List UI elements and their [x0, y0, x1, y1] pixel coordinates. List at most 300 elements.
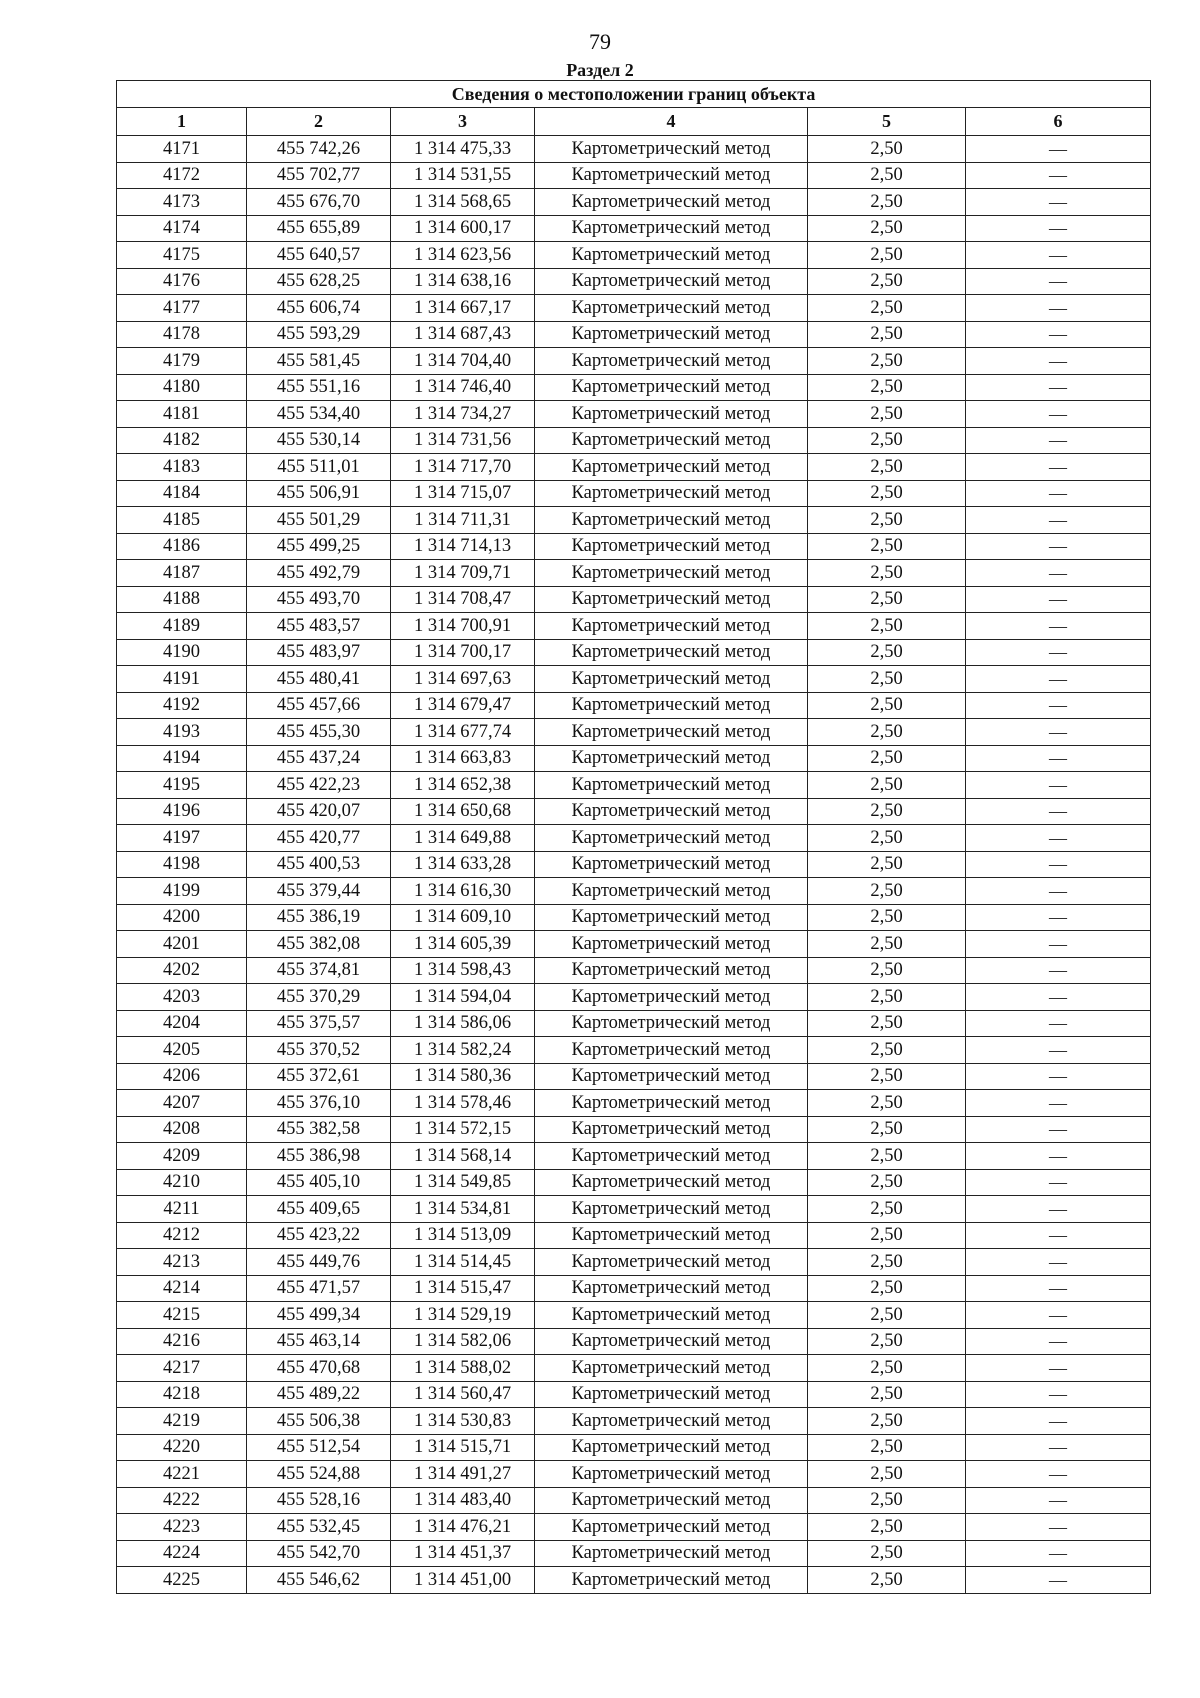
method-cell: Картометрический метод	[535, 1328, 808, 1355]
x-coordinate-cell: 455 742,26	[247, 136, 391, 163]
point-number-cell: 4176	[117, 268, 247, 295]
x-coordinate-cell: 455 400,53	[247, 851, 391, 878]
table-row	[117, 560, 1151, 587]
method-cell: Картометрический метод	[535, 1222, 808, 1249]
y-coordinate-cell: 1 314 588,02	[391, 1355, 535, 1382]
point-number-cell: 4173	[117, 189, 247, 216]
table-row	[117, 931, 1151, 958]
table-row	[117, 1222, 1151, 1249]
point-number-cell: 4208	[117, 1116, 247, 1143]
table-row	[117, 1090, 1151, 1117]
description-cell: —	[966, 295, 1151, 322]
x-coordinate-cell: 455 551,16	[247, 374, 391, 401]
point-number-cell: 4211	[117, 1196, 247, 1223]
x-coordinate-cell: 455 471,57	[247, 1275, 391, 1302]
table-row	[117, 878, 1151, 905]
method-cell: Картометрический метод	[535, 586, 808, 613]
table-row	[117, 798, 1151, 825]
description-cell: —	[966, 1540, 1151, 1567]
table-row	[117, 719, 1151, 746]
accuracy-cell: 2,50	[808, 825, 966, 852]
y-coordinate-cell: 1 314 704,40	[391, 348, 535, 375]
method-cell: Картометрический метод	[535, 878, 808, 905]
accuracy-cell: 2,50	[808, 613, 966, 640]
description-cell: —	[966, 1010, 1151, 1037]
x-coordinate-cell: 455 386,19	[247, 904, 391, 931]
table-row	[117, 374, 1151, 401]
description-cell: —	[966, 1275, 1151, 1302]
description-cell: —	[966, 1514, 1151, 1541]
y-coordinate-cell: 1 314 475,33	[391, 136, 535, 163]
description-cell: —	[966, 427, 1151, 454]
point-number-cell: 4220	[117, 1434, 247, 1461]
table-row	[117, 348, 1151, 375]
table-row	[117, 533, 1151, 560]
table-row	[117, 1540, 1151, 1567]
accuracy-cell: 2,50	[808, 692, 966, 719]
description-cell: —	[966, 825, 1151, 852]
x-coordinate-cell: 455 423,22	[247, 1222, 391, 1249]
y-coordinate-cell: 1 314 514,45	[391, 1249, 535, 1276]
description-cell: —	[966, 957, 1151, 984]
method-cell: Картометрический метод	[535, 692, 808, 719]
point-number-cell: 4192	[117, 692, 247, 719]
description-cell: —	[966, 586, 1151, 613]
table-row	[117, 984, 1151, 1011]
table-row	[117, 1328, 1151, 1355]
description-cell: —	[966, 507, 1151, 534]
y-coordinate-cell: 1 314 572,15	[391, 1116, 535, 1143]
method-cell: Картометрический метод	[535, 454, 808, 481]
description-cell: —	[966, 215, 1151, 242]
accuracy-cell: 2,50	[808, 798, 966, 825]
x-coordinate-cell: 455 546,62	[247, 1567, 391, 1594]
x-coordinate-cell: 455 640,57	[247, 242, 391, 269]
point-number-cell: 4171	[117, 136, 247, 163]
method-cell: Картометрический метод	[535, 1487, 808, 1514]
y-coordinate-cell: 1 314 734,27	[391, 401, 535, 428]
y-coordinate-cell: 1 314 717,70	[391, 454, 535, 481]
x-coordinate-cell: 455 506,38	[247, 1408, 391, 1435]
description-cell: —	[966, 454, 1151, 481]
y-coordinate-cell: 1 314 600,17	[391, 215, 535, 242]
x-coordinate-cell: 455 655,89	[247, 215, 391, 242]
method-cell: Картометрический метод	[535, 560, 808, 587]
description-cell: —	[966, 878, 1151, 905]
y-coordinate-cell: 1 314 649,88	[391, 825, 535, 852]
description-cell: —	[966, 798, 1151, 825]
point-number-cell: 4202	[117, 957, 247, 984]
accuracy-cell: 2,50	[808, 189, 966, 216]
y-coordinate-cell: 1 314 586,06	[391, 1010, 535, 1037]
method-cell: Картометрический метод	[535, 189, 808, 216]
accuracy-cell: 2,50	[808, 401, 966, 428]
method-cell: Картометрический метод	[535, 798, 808, 825]
description-cell: —	[966, 719, 1151, 746]
table-row	[117, 427, 1151, 454]
point-number-cell: 4203	[117, 984, 247, 1011]
point-number-cell: 4206	[117, 1063, 247, 1090]
point-number-cell: 4188	[117, 586, 247, 613]
description-cell: —	[966, 1063, 1151, 1090]
accuracy-cell: 2,50	[808, 719, 966, 746]
x-coordinate-cell: 455 382,58	[247, 1116, 391, 1143]
description-cell: —	[966, 1461, 1151, 1488]
method-cell: Картометрический метод	[535, 1090, 808, 1117]
accuracy-cell: 2,50	[808, 745, 966, 772]
x-coordinate-cell: 455 382,08	[247, 931, 391, 958]
y-coordinate-cell: 1 314 529,19	[391, 1302, 535, 1329]
x-coordinate-cell: 455 370,29	[247, 984, 391, 1011]
description-cell: —	[966, 1355, 1151, 1382]
x-coordinate-cell: 455 501,29	[247, 507, 391, 534]
point-number-cell: 4207	[117, 1090, 247, 1117]
method-cell: Картометрический метод	[535, 1461, 808, 1488]
table-body	[117, 136, 1151, 1594]
point-number-cell: 4213	[117, 1249, 247, 1276]
x-coordinate-cell: 455 422,23	[247, 772, 391, 799]
column-number-row	[117, 108, 1151, 136]
accuracy-cell: 2,50	[808, 772, 966, 799]
table-row	[117, 1302, 1151, 1329]
page-number: 79	[589, 29, 611, 54]
y-coordinate-cell: 1 314 697,63	[391, 666, 535, 693]
description-cell: —	[966, 639, 1151, 666]
point-number-cell: 4175	[117, 242, 247, 269]
accuracy-cell: 2,50	[808, 215, 966, 242]
point-number-cell: 4209	[117, 1143, 247, 1170]
accuracy-cell: 2,50	[808, 1514, 966, 1541]
description-cell: —	[966, 480, 1151, 507]
point-number-cell: 4225	[117, 1567, 247, 1594]
point-number-cell: 4194	[117, 745, 247, 772]
x-coordinate-cell: 455 499,34	[247, 1302, 391, 1329]
y-coordinate-cell: 1 314 711,31	[391, 507, 535, 534]
description-cell: —	[966, 1381, 1151, 1408]
accuracy-cell: 2,50	[808, 533, 966, 560]
method-cell: Картометрический метод	[535, 719, 808, 746]
point-number-cell: 4179	[117, 348, 247, 375]
table-row	[117, 1461, 1151, 1488]
y-coordinate-cell: 1 314 708,47	[391, 586, 535, 613]
y-coordinate-cell: 1 314 476,21	[391, 1514, 535, 1541]
x-coordinate-cell: 455 702,77	[247, 162, 391, 189]
method-cell: Картометрический метод	[535, 1567, 808, 1594]
accuracy-cell: 2,50	[808, 348, 966, 375]
description-cell: —	[966, 931, 1151, 958]
y-coordinate-cell: 1 314 594,04	[391, 984, 535, 1011]
description-cell: —	[966, 1037, 1151, 1064]
y-coordinate-cell: 1 314 568,14	[391, 1143, 535, 1170]
point-number-cell: 4218	[117, 1381, 247, 1408]
method-cell: Картометрический метод	[535, 1381, 808, 1408]
x-coordinate-cell: 455 593,29	[247, 321, 391, 348]
table-row	[117, 1381, 1151, 1408]
accuracy-cell: 2,50	[808, 1037, 966, 1064]
x-coordinate-cell: 455 405,10	[247, 1169, 391, 1196]
point-number-cell: 4199	[117, 878, 247, 905]
y-coordinate-cell: 1 314 451,37	[391, 1540, 535, 1567]
accuracy-cell: 2,50	[808, 1540, 966, 1567]
point-number-cell: 4190	[117, 639, 247, 666]
point-number-cell: 4210	[117, 1169, 247, 1196]
table-row	[117, 904, 1151, 931]
point-number-cell: 4172	[117, 162, 247, 189]
table-row	[117, 692, 1151, 719]
accuracy-cell: 2,50	[808, 295, 966, 322]
x-coordinate-cell: 455 606,74	[247, 295, 391, 322]
table-row	[117, 957, 1151, 984]
point-number-cell: 4186	[117, 533, 247, 560]
y-coordinate-cell: 1 314 580,36	[391, 1063, 535, 1090]
boundary-coordinates-table	[116, 80, 1151, 1594]
column-header: 3	[391, 108, 535, 136]
method-cell: Картометрический метод	[535, 851, 808, 878]
y-coordinate-cell: 1 314 451,00	[391, 1567, 535, 1594]
accuracy-cell: 2,50	[808, 454, 966, 481]
table-row	[117, 1143, 1151, 1170]
method-cell: Картометрический метод	[535, 215, 808, 242]
accuracy-cell: 2,50	[808, 507, 966, 534]
accuracy-cell: 2,50	[808, 586, 966, 613]
accuracy-cell: 2,50	[808, 1302, 966, 1329]
description-cell: —	[966, 1222, 1151, 1249]
description-cell: —	[966, 613, 1151, 640]
method-cell: Картометрический метод	[535, 1540, 808, 1567]
x-coordinate-cell: 455 524,88	[247, 1461, 391, 1488]
accuracy-cell: 2,50	[808, 1381, 966, 1408]
description-cell: —	[966, 136, 1151, 163]
method-cell: Картометрический метод	[535, 1196, 808, 1223]
x-coordinate-cell: 455 374,81	[247, 957, 391, 984]
point-number-cell: 4187	[117, 560, 247, 587]
y-coordinate-cell: 1 314 623,56	[391, 242, 535, 269]
method-cell: Картометрический метод	[535, 1355, 808, 1382]
table-row	[117, 1249, 1151, 1276]
x-coordinate-cell: 455 628,25	[247, 268, 391, 295]
y-coordinate-cell: 1 314 679,47	[391, 692, 535, 719]
y-coordinate-cell: 1 314 609,10	[391, 904, 535, 931]
point-number-cell: 4196	[117, 798, 247, 825]
x-coordinate-cell: 455 534,40	[247, 401, 391, 428]
y-coordinate-cell: 1 314 714,13	[391, 533, 535, 560]
accuracy-cell: 2,50	[808, 1408, 966, 1435]
y-coordinate-cell: 1 314 687,43	[391, 321, 535, 348]
point-number-cell: 4197	[117, 825, 247, 852]
point-number-cell: 4182	[117, 427, 247, 454]
y-coordinate-cell: 1 314 483,40	[391, 1487, 535, 1514]
x-coordinate-cell: 455 499,25	[247, 533, 391, 560]
method-cell: Картометрический метод	[535, 242, 808, 269]
method-cell: Картометрический метод	[535, 1302, 808, 1329]
description-cell: —	[966, 772, 1151, 799]
point-number-cell: 4216	[117, 1328, 247, 1355]
y-coordinate-cell: 1 314 650,68	[391, 798, 535, 825]
method-cell: Картометрический метод	[535, 639, 808, 666]
description-cell: —	[966, 1249, 1151, 1276]
x-coordinate-cell: 455 409,65	[247, 1196, 391, 1223]
method-cell: Картометрический метод	[535, 1514, 808, 1541]
y-coordinate-cell: 1 314 491,27	[391, 1461, 535, 1488]
accuracy-cell: 2,50	[808, 1222, 966, 1249]
accuracy-cell: 2,50	[808, 1143, 966, 1170]
x-coordinate-cell: 455 420,07	[247, 798, 391, 825]
method-cell: Картометрический метод	[535, 613, 808, 640]
point-number-cell: 4222	[117, 1487, 247, 1514]
x-coordinate-cell: 455 532,45	[247, 1514, 391, 1541]
method-cell: Картометрический метод	[535, 772, 808, 799]
accuracy-cell: 2,50	[808, 904, 966, 931]
x-coordinate-cell: 455 470,68	[247, 1355, 391, 1382]
x-coordinate-cell: 455 676,70	[247, 189, 391, 216]
table-header	[117, 81, 1151, 136]
point-number-cell: 4217	[117, 1355, 247, 1382]
table-row	[117, 745, 1151, 772]
table-row	[117, 480, 1151, 507]
y-coordinate-cell: 1 314 598,43	[391, 957, 535, 984]
method-cell: Картометрический метод	[535, 825, 808, 852]
y-coordinate-cell: 1 314 746,40	[391, 374, 535, 401]
method-cell: Картометрический метод	[535, 666, 808, 693]
point-number-cell: 4205	[117, 1037, 247, 1064]
table-row	[117, 268, 1151, 295]
method-cell: Картометрический метод	[535, 931, 808, 958]
method-cell: Картометрический метод	[535, 1275, 808, 1302]
y-coordinate-cell: 1 314 513,09	[391, 1222, 535, 1249]
description-cell: —	[966, 401, 1151, 428]
y-coordinate-cell: 1 314 731,56	[391, 427, 535, 454]
method-cell: Картометрический метод	[535, 321, 808, 348]
y-coordinate-cell: 1 314 531,55	[391, 162, 535, 189]
y-coordinate-cell: 1 314 616,30	[391, 878, 535, 905]
point-number-cell: 4212	[117, 1222, 247, 1249]
accuracy-cell: 2,50	[808, 1328, 966, 1355]
y-coordinate-cell: 1 314 709,71	[391, 560, 535, 587]
table-row	[117, 1355, 1151, 1382]
column-header: 5	[808, 108, 966, 136]
x-coordinate-cell: 455 455,30	[247, 719, 391, 746]
point-number-cell: 4184	[117, 480, 247, 507]
y-coordinate-cell: 1 314 633,28	[391, 851, 535, 878]
y-coordinate-cell: 1 314 534,81	[391, 1196, 535, 1223]
x-coordinate-cell: 455 483,97	[247, 639, 391, 666]
y-coordinate-cell: 1 314 638,16	[391, 268, 535, 295]
x-coordinate-cell: 455 493,70	[247, 586, 391, 613]
x-coordinate-cell: 455 420,77	[247, 825, 391, 852]
y-coordinate-cell: 1 314 578,46	[391, 1090, 535, 1117]
table-row	[117, 162, 1151, 189]
table-row	[117, 295, 1151, 322]
x-coordinate-cell: 455 372,61	[247, 1063, 391, 1090]
accuracy-cell: 2,50	[808, 162, 966, 189]
description-cell: —	[966, 1434, 1151, 1461]
description-cell: —	[966, 1328, 1151, 1355]
point-number-cell: 4185	[117, 507, 247, 534]
description-cell: —	[966, 348, 1151, 375]
description-cell: —	[966, 374, 1151, 401]
description-cell: —	[966, 560, 1151, 587]
x-coordinate-cell: 455 512,54	[247, 1434, 391, 1461]
accuracy-cell: 2,50	[808, 1355, 966, 1382]
description-cell: —	[966, 1408, 1151, 1435]
x-coordinate-cell: 455 386,98	[247, 1143, 391, 1170]
table-row	[117, 454, 1151, 481]
table-row	[117, 1116, 1151, 1143]
description-cell: —	[966, 268, 1151, 295]
table-row	[117, 321, 1151, 348]
method-cell: Картометрический метод	[535, 1249, 808, 1276]
table-row	[117, 1408, 1151, 1435]
description-cell: —	[966, 904, 1151, 931]
point-number-cell: 4189	[117, 613, 247, 640]
accuracy-cell: 2,50	[808, 851, 966, 878]
method-cell: Картометрический метод	[535, 1037, 808, 1064]
x-coordinate-cell: 455 437,24	[247, 745, 391, 772]
x-coordinate-cell: 455 542,70	[247, 1540, 391, 1567]
accuracy-cell: 2,50	[808, 957, 966, 984]
table-row	[117, 1487, 1151, 1514]
point-number-cell: 4191	[117, 666, 247, 693]
point-number-cell: 4200	[117, 904, 247, 931]
x-coordinate-cell: 455 375,57	[247, 1010, 391, 1037]
section-title: Раздел 2	[566, 60, 634, 80]
table-caption: Сведения о местоположении границ объекта	[117, 81, 1151, 108]
x-coordinate-cell: 455 528,16	[247, 1487, 391, 1514]
table-row	[117, 1169, 1151, 1196]
point-number-cell: 4178	[117, 321, 247, 348]
table-row	[117, 507, 1151, 534]
description-cell: —	[966, 1196, 1151, 1223]
table-row	[117, 1063, 1151, 1090]
x-coordinate-cell: 455 492,79	[247, 560, 391, 587]
description-cell: —	[966, 533, 1151, 560]
table-row	[117, 639, 1151, 666]
y-coordinate-cell: 1 314 715,07	[391, 480, 535, 507]
x-coordinate-cell: 455 483,57	[247, 613, 391, 640]
accuracy-cell: 2,50	[808, 984, 966, 1011]
accuracy-cell: 2,50	[808, 1010, 966, 1037]
accuracy-cell: 2,50	[808, 1275, 966, 1302]
y-coordinate-cell: 1 314 515,71	[391, 1434, 535, 1461]
description-cell: —	[966, 1090, 1151, 1117]
y-coordinate-cell: 1 314 560,47	[391, 1381, 535, 1408]
point-number-cell: 4177	[117, 295, 247, 322]
y-coordinate-cell: 1 314 568,65	[391, 189, 535, 216]
description-cell: —	[966, 984, 1151, 1011]
x-coordinate-cell: 455 379,44	[247, 878, 391, 905]
y-coordinate-cell: 1 314 700,91	[391, 613, 535, 640]
accuracy-cell: 2,50	[808, 560, 966, 587]
method-cell: Картометрический метод	[535, 1434, 808, 1461]
x-coordinate-cell: 455 370,52	[247, 1037, 391, 1064]
method-cell: Картометрический метод	[535, 1010, 808, 1037]
method-cell: Картометрический метод	[535, 295, 808, 322]
point-number-cell: 4183	[117, 454, 247, 481]
table-row	[117, 136, 1151, 163]
accuracy-cell: 2,50	[808, 1196, 966, 1223]
method-cell: Картометрический метод	[535, 1116, 808, 1143]
method-cell: Картометрический метод	[535, 136, 808, 163]
point-number-cell: 4219	[117, 1408, 247, 1435]
x-coordinate-cell: 455 480,41	[247, 666, 391, 693]
table-row	[117, 1514, 1151, 1541]
method-cell: Картометрический метод	[535, 507, 808, 534]
description-cell: —	[966, 1567, 1151, 1594]
method-cell: Картометрический метод	[535, 1143, 808, 1170]
accuracy-cell: 2,50	[808, 1063, 966, 1090]
description-cell: —	[966, 242, 1151, 269]
accuracy-cell: 2,50	[808, 268, 966, 295]
